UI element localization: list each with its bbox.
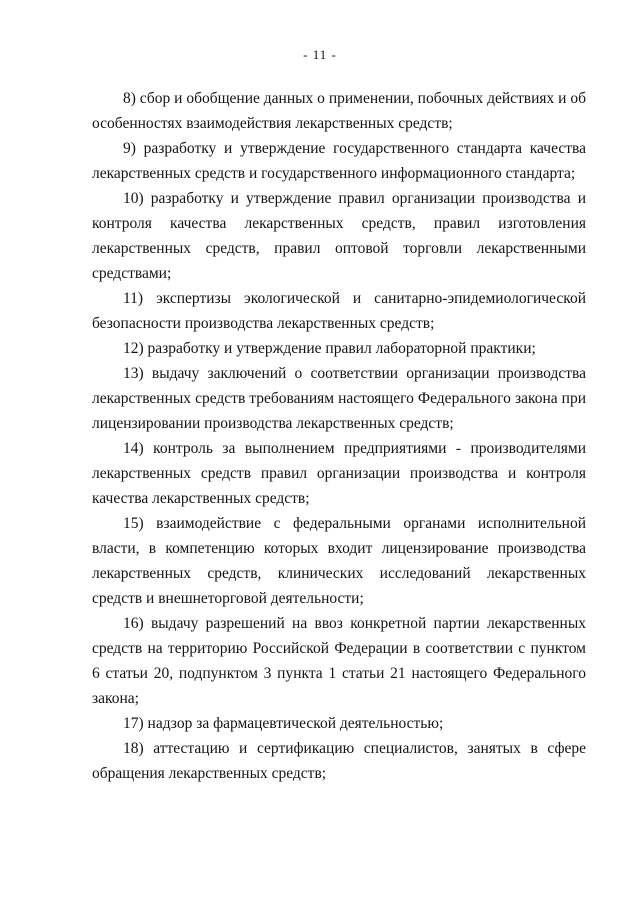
document-body bbox=[92, 86, 586, 786]
list-item-18: 18) аттестацию и сертификацию специалистов, занятых в сфере обращения лекарственных средств; bbox=[92, 740, 586, 782]
list-item-9: 9) разработку и утверждение государственного стандарта качества лекарственных средств и государственного информационного стандарта; bbox=[92, 140, 586, 182]
list-item-15: 15) взаимодействие с федеральными органами исполнительной власти, в компетенцию которых входит лицензирование производства лекарственных средств, клинических исследований лекарственных средств и внешнеторговой деятельности; bbox=[92, 515, 586, 607]
list-item-13: 13) выдачу заключений о соответствии организации производства лекарственных средств требованиям настоящего Федерального закона при лицензировании производства лекарственных средств; bbox=[92, 365, 586, 432]
page-number: - 11 - bbox=[303, 47, 337, 62]
list-item-10: 10) разработку и утверждение правил организации производства и контроля качества лекарственных средств, правил изготовления лекарственных средств, правил оптовой торговли лекарственными средствами; bbox=[92, 190, 586, 282]
list-item-8: 8) сбор и обобщение данных о применении, побочных действиях и об особенностях взаимодействия лекарственных средств; bbox=[92, 90, 586, 132]
list-item-12: 12) разработку и утверждение правил лабораторной практики; bbox=[123, 340, 536, 357]
list-item-16: 16) выдачу разрешений на ввоз конкретной партии лекарственных средств на территорию Российской Федерации в соответствии с пунктом 6 статьи 20, подпунктом 3 пункта 1 статьи 21 настоящего Федерального закона; bbox=[92, 615, 586, 707]
list-item-11: 11) экспертизы экологической и санитарно-эпидемиологической безопасности производства лекарственных средств; bbox=[92, 290, 586, 332]
list-item-14: 14) контроль за выполнением предприятиями - производителями лекарственных средств правил организации производства и контроля качества лекарственных средств; bbox=[92, 440, 586, 507]
list-item-17: 17) надзор за фармацевтической деятельностью; bbox=[123, 715, 444, 732]
